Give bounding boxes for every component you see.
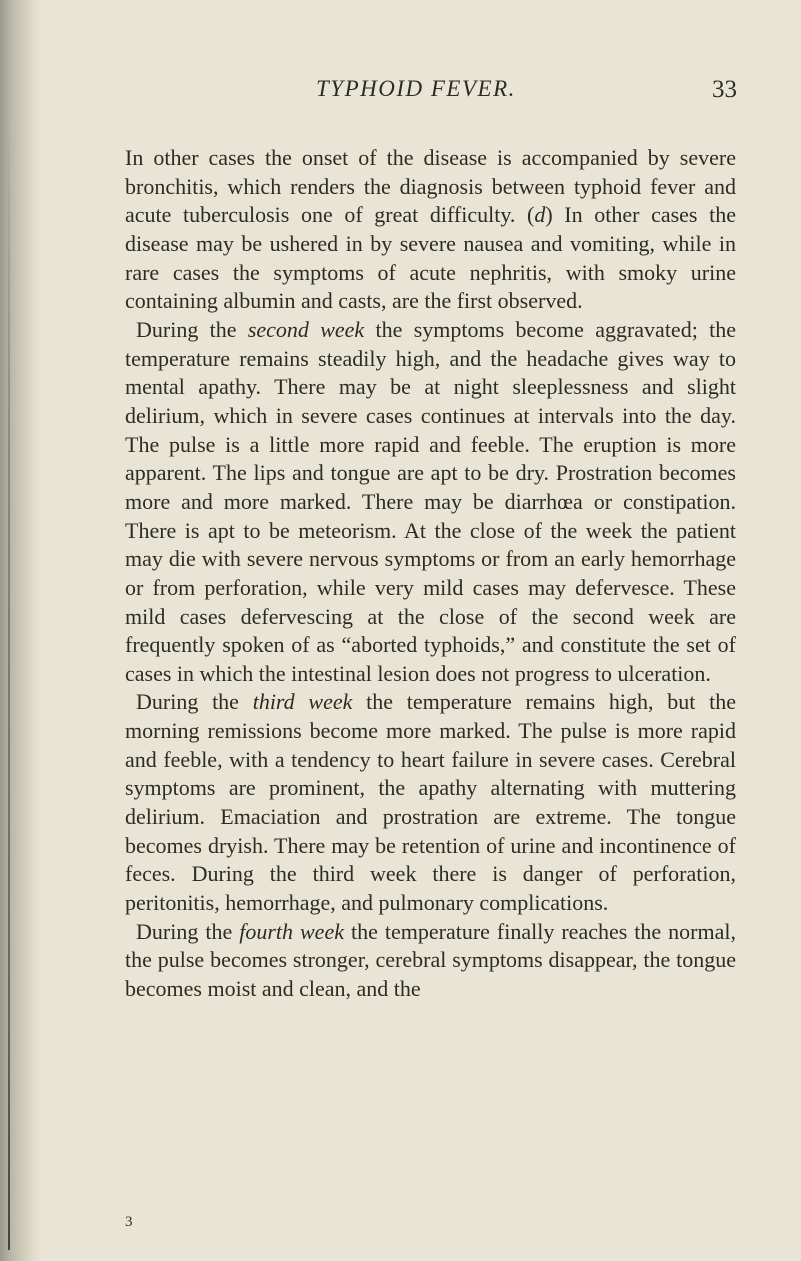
paragraph-third-week — [125, 688, 736, 917]
page-number: 33 — [712, 76, 737, 103]
emphasis-second-week: second week — [247, 316, 365, 342]
binding-shadow-line — [8, 120, 10, 1250]
paragraph-body: the symptoms become aggravated; the temperature remains steadily high, and the headache gives way to mental apathy. There may be at night sleeplessness and slight delirium, which in severe cases continues at intervals into the day. The pulse is a little more rapid and feeble. The eruption is more apparent. The lips and tongue are apt to be dry. Prostration becomes more and more marked. There may be diarrhœa or constipation. There is apt to be meteorism. At the close of the week the patient may die with severe nervous symptoms or from an early hemorrhage or from perforation, while very mild cases may defervesce. These mild cases defervescing at the close of the second week are frequently spoken of as “aborted typhoids,” and constitute the set of cases in which the intestinal lesion does not progress to ulceration. — [125, 316, 736, 686]
paragraph-body: the temperature remains high, but the morning remissions become more marked. The pulse is more rapid and feeble, with a tendency to heart failure in severe cases. Cerebral symptoms are prominent, the apathy alternating with muttering delirium. Emaciation and prostration are extreme. The tongue becomes dryish. There may be retention of urine and incontinence of feces. During the third week there is danger of perforation, peritonitis, hemorrhage, and pulmonary complications. — [125, 689, 737, 916]
body-text — [125, 144, 736, 1004]
paragraph-lead: During the — [136, 918, 240, 944]
item-letter: d — [534, 202, 546, 228]
paragraph-onset — [125, 144, 736, 316]
paragraph-body: the temperature finally reaches the normal, the pulse becomes stronger, cerebral symptoms disappear, the tongue becomes moist and clean, and the — [125, 918, 736, 1002]
running-title: TYPHOID FEVER. — [316, 76, 516, 101]
paragraph-second-week — [125, 316, 736, 689]
emphasis-third-week: third week — [252, 689, 353, 715]
binding-gutter — [0, 0, 42, 1261]
page-header — [0, 76, 801, 116]
paragraph-onset-part-b: ) In other cases the disease may be ushered in by severe nausea and vomiting, while in rare cases the symptoms of acute nephritis, with smoky urine containing albumin and casts, are the first observed. — [125, 202, 736, 314]
emphasis-fourth-week: fourth week — [239, 918, 344, 944]
paragraph-lead: During the — [136, 689, 253, 715]
paragraph-fourth-week — [125, 918, 736, 1004]
signature-mark: 3 — [125, 1214, 133, 1230]
paragraph-lead: During the — [136, 316, 248, 342]
paragraph-onset-part-a: In other cases the onset of the disease is accompanied by severe bronchitis, which renders the diagnosis between typhoid fever and acute tuberculosis one of great difficulty. ( — [125, 145, 736, 228]
